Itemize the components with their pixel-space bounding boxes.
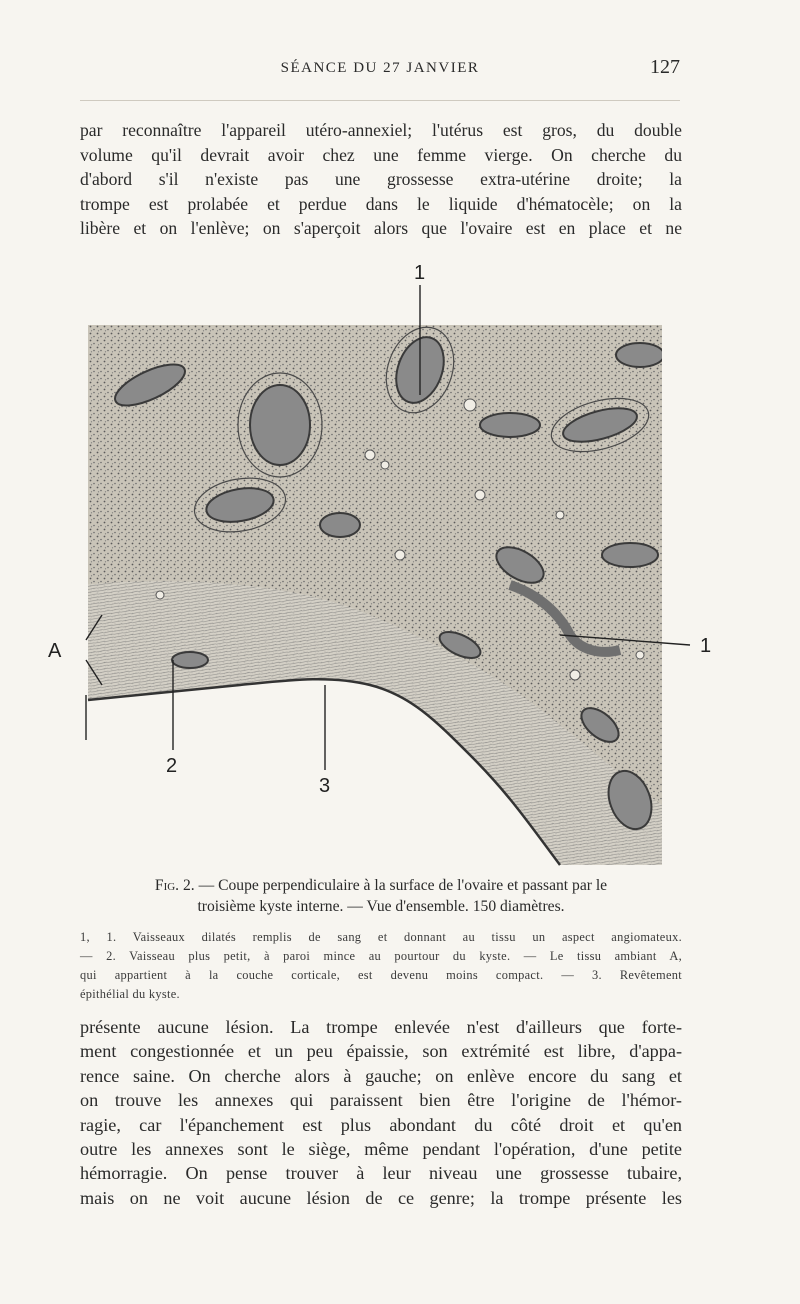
text-line: d'abord s'il n'existe pas une grossesse extra-utérine droite; la: [80, 169, 682, 190]
text-line: on trouve les annexes qui paraissent bien être l'origine de l'hémor-: [80, 1090, 682, 1111]
text-line: ragie, car l'épanchement est plus abondant du côté droit et qu'en: [80, 1114, 682, 1135]
figure-caption: [80, 875, 682, 917]
text-line: rence saine. On cherche alors à gauche; on enlève encore du sang et: [80, 1065, 682, 1086]
legend-line: qui appartient à la couche corticale, est devenu moins compact. — 3. Revêtement: [80, 968, 682, 982]
label-vessel-small: 2: [166, 755, 178, 777]
page-number: 127: [650, 56, 680, 78]
tissue-section: [80, 318, 680, 875]
figure-number: Fig. 2.: [154, 877, 195, 894]
text-line: libère et on l'enlève; on s'aperçoit alors que l'ovaire est en place et ne: [80, 218, 682, 239]
caption-text: — Coupe perpendiculaire à la surface de l'ovaire et passant par le: [194, 877, 608, 894]
header-rule: [80, 100, 680, 101]
legend-line: 1, 1. Vaisseaux dilatés remplis de sang et donnant au tissu un aspect angiomateux.: [80, 930, 682, 944]
text-line: trompe est prolabée et perdue dans le liquide d'hématocèle; on la: [80, 193, 682, 214]
text-line: par reconnaître l'appareil utéro-annexiel; l'utérus est gros, du double: [80, 120, 682, 140]
caption-line: [80, 875, 682, 896]
legend-line: — 2. Vaisseau plus petit, à paroi mince au pourtour du kyste. — Le tissu ambiant A,: [80, 949, 682, 963]
label-epithelium: 3: [319, 775, 331, 797]
paragraph-top: [80, 118, 682, 241]
text-line: outre les annexes sont le siège, même pendant l'opération, d'une petite: [80, 1139, 682, 1160]
histology-figure: [40, 255, 740, 875]
label-vessel-right: 1: [700, 635, 712, 657]
figure-legend: [80, 928, 682, 1004]
caption-line: troisième kyste interne. — Vue d'ensemble. 150 diamètres.: [197, 898, 565, 915]
text-line: présente aucune lésion. La trompe enlevée n'est d'ailleurs que forte-: [80, 1017, 682, 1037]
text-line: ment congestionnée et un peu épaissie, son extrémité est libre, d'appa-: [80, 1041, 682, 1062]
label-zone-a: A: [48, 640, 62, 662]
running-header: [80, 56, 680, 86]
histology-illustration: [40, 255, 740, 875]
text-line: mais on ne voit aucune lésion de ce genre; la trompe présente les: [80, 1187, 682, 1208]
paragraph-bottom: [80, 1015, 682, 1210]
legend-line: épithélial du kyste.: [80, 987, 180, 1001]
text-line: volume qu'il devrait avoir chez une femme vierge. On cherche du: [80, 144, 682, 165]
label-vessel-top: 1: [414, 262, 426, 284]
text-line: hémorragie. On pense trouver à leur niveau une grossesse tubaire,: [80, 1163, 682, 1184]
header-title: SÉANCE DU 27 JANVIER: [280, 60, 480, 76]
